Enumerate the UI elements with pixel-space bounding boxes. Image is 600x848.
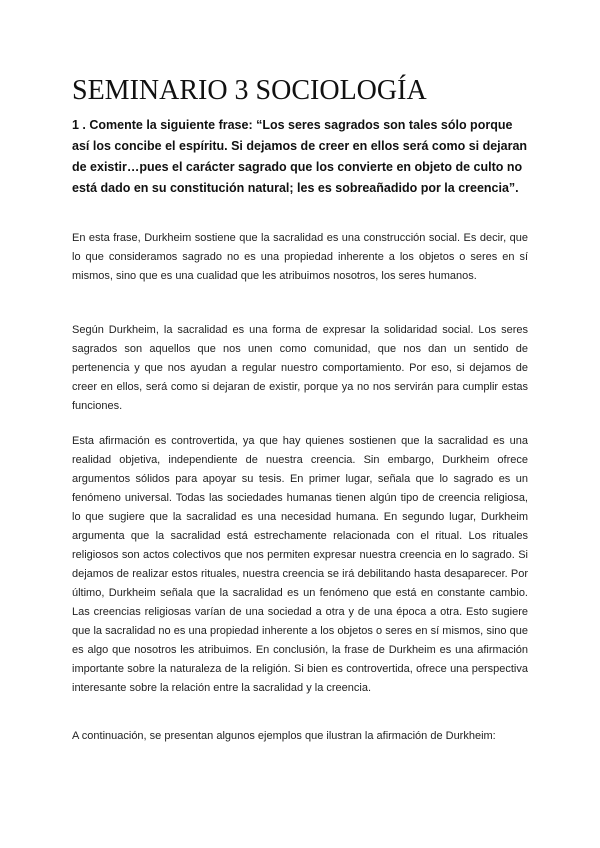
- paragraph-3: Esta afirmación es controvertida, ya que hay quienes sostienen que la sacralidad es una realidad objetiva, independiente de nuestra creencia. Sin embargo, Durkheim ofrece argumentos sólidos para apoyar su tesis. En primer lugar, señala que lo sagrado es un fenómeno universal. Todas las sociedades humanas tienen algún tipo de creencia religiosa, lo que sugiere que la sacralidad es una necesidad humana. En segundo lugar, Durkheim argumenta que la sacralidad está estrechamente relacionada con el ritual. Los rituales religiosos son actos colectivos que nos permiten expresar nuestra creencia en lo sagrado. Si dejamos de realizar estos rituales, nuestra creencia se irá debilitando hasta desaparecer. Por último, Durkheim señala que la sacralidad es un fenómeno que está en constante cambio. Las creencias religiosas varían de una sociedad a otra y de una época a otra. Esto sugiere que la sacralidad no es una propiedad inherente a los objetos o seres en sí mismos, sino que es algo que nosotros les atribuimos. En conclusión, la frase de Durkheim es una afirmación importante sobre la naturaleza de la religión. Si bien es controvertida, ofrece una perspectiva interesante sobre la relación entre la sacralidad y la creencia.: [72, 435, 528, 694]
- document-title: SEMINARIO 3 SOCIOLOGÍA: [72, 75, 427, 106]
- question-prompt: 1 . Comente la siguiente frase: “Los seres sagrados son tales sólo porque así los concibe el espíritu. Si dejamos de creer en ellos será como si dejaran de existir…pues el carácter sagrado que los convierte en objeto de culto no está dado en su constitución natural; les es sobreañadido por la creencia”.: [72, 118, 528, 195]
- paragraph-4: A continuación, se presentan algunos ejemplos que ilustran la afirmación de Durkheim:: [72, 730, 496, 742]
- paragraph-1: En esta frase, Durkheim sostiene que la sacralidad es una construcción social. Es decir, que lo que consideramos sagrado no es una propiedad inherente a los objetos o seres en sí mismos, sino que es una cualidad que les atribuimos nosotros, los seres humanos.: [72, 232, 528, 282]
- paragraph-2: Según Durkheim, la sacralidad es una forma de expresar la solidaridad social. Los seres sagrados son aquellos que nos unen como comunidad, que nos dan un sentido de pertenencia y que nos ayudan a regular nuestro comportamiento. Por eso, si dejamos de creer en ellos, será como si dejaran de existir, porque ya no nos servirán para cumplir estas funciones.: [72, 324, 528, 412]
